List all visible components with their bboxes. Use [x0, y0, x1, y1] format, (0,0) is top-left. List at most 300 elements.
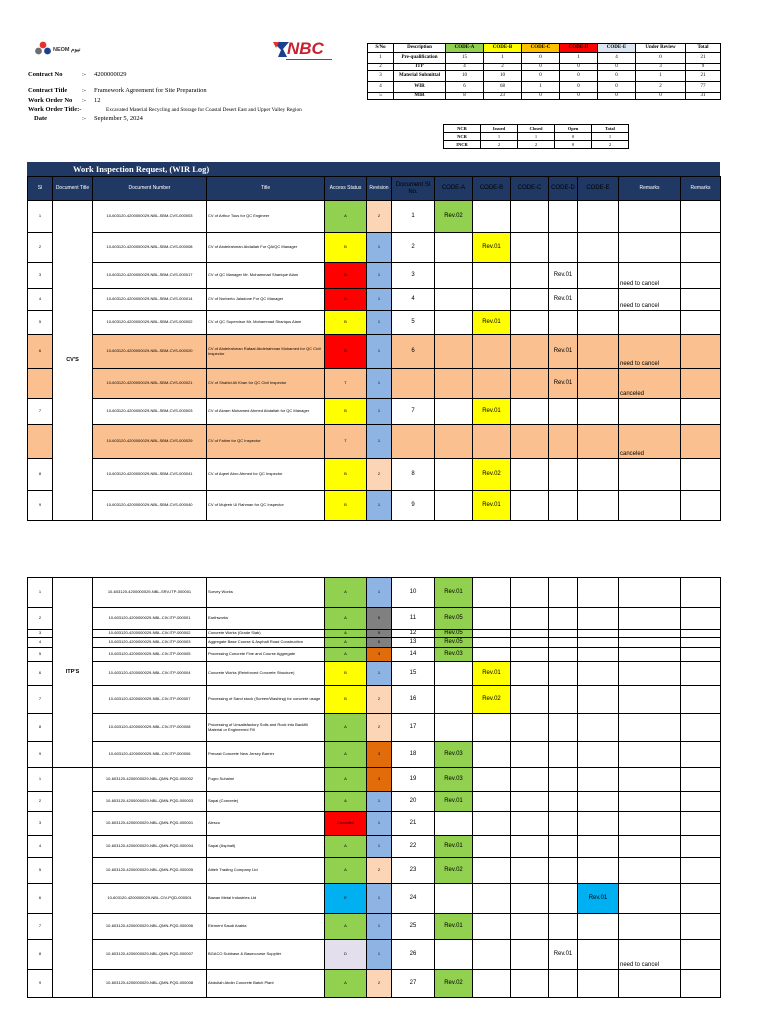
table-row: [28, 311, 721, 335]
row-access-status: D: [325, 263, 367, 289]
row-remarks-2: [681, 491, 721, 521]
row-doc-number: 10-603120-4200000029-NBL-CIV-ITP-000002: [93, 630, 207, 638]
row-code-b: Rev.02: [473, 459, 511, 491]
row-code-e: [578, 686, 619, 714]
nbc-logo-text: NBC: [287, 39, 324, 58]
row-doc-number: 10-603120-4200000029-NBL-CIV-ITP-000008: [93, 714, 207, 742]
log-header-access-status: Access Status: [325, 177, 367, 201]
summary-table: [367, 43, 721, 100]
ncr-cell: INCR: [444, 141, 481, 149]
row-revision: 5: [367, 630, 392, 638]
ncr-cell: 1: [518, 133, 555, 141]
row-title: Element Saudi Arabia: [207, 914, 325, 940]
row-doc-sl-no: 2: [392, 233, 435, 263]
table-row: [28, 812, 721, 836]
row-doc-sl-no: 8: [392, 459, 435, 491]
row-remarks-2: [681, 289, 721, 311]
row-code-c: [511, 812, 549, 836]
row-code-b: [473, 858, 511, 884]
table-row: [28, 970, 721, 998]
summary-cell: 68: [484, 82, 522, 93]
row-title: Fugro Suhaimi: [207, 768, 325, 792]
row-remarks: [619, 311, 681, 335]
date-label: Date: [34, 115, 47, 122]
ncr-header: NCR: [444, 125, 481, 133]
row-code-e: [578, 742, 619, 768]
row-code-c: [511, 608, 549, 630]
row-code-c: [511, 263, 549, 289]
row-code-d: [549, 311, 578, 335]
row-revision: 1: [367, 311, 392, 335]
row-title: Alesco: [207, 812, 325, 836]
log-header-code-e: CODE-E: [578, 177, 619, 201]
summary-header: CODE-B: [484, 44, 522, 53]
row-sl: 2: [28, 608, 53, 630]
row-remarks-2: [681, 914, 721, 940]
neom-logo-text: NEOM نيوم: [53, 47, 81, 53]
row-title: Concrete Works (Grade Slab): [207, 630, 325, 638]
row-doc-number: 10-603120-4200000029-NBL-SBM-CVS-000014: [93, 289, 207, 311]
row-remarks: [619, 608, 681, 630]
summary-row: [368, 71, 721, 82]
row-remarks-2: [681, 884, 721, 914]
ncr-header: Total: [592, 125, 629, 133]
log-header-sl: Sl: [28, 177, 53, 201]
summary-cell: 10: [484, 71, 522, 82]
row-code-a: [435, 233, 473, 263]
summary-cell: 1: [636, 71, 686, 82]
summary-cell: 4: [446, 64, 484, 71]
table-row: [28, 335, 721, 369]
row-code-e: [578, 836, 619, 858]
row-doc-sl-no: 4: [392, 289, 435, 311]
ncr-cell: 0: [555, 133, 592, 141]
row-code-b: [473, 263, 511, 289]
log-header-doc-number: Document Number: [93, 177, 207, 201]
row-title: Precast Concrete New Jersey Barrier: [207, 742, 325, 768]
row-remarks-2: [681, 399, 721, 425]
row-sl: 4: [28, 289, 53, 311]
row-code-b: [473, 792, 511, 812]
row-remarks: need to cancel: [619, 335, 681, 369]
row-remarks: [619, 884, 681, 914]
row-doc-sl-no: 14: [392, 648, 435, 662]
ncr-cell: 1: [592, 133, 629, 141]
row-remarks: [619, 792, 681, 812]
row-code-c: [511, 714, 549, 742]
table-row: [28, 940, 721, 970]
row-remarks-2: [681, 836, 721, 858]
row-code-d: [549, 425, 578, 459]
group-label-itps: ITP'S: [53, 578, 93, 768]
log-header-revision: Revision: [367, 177, 392, 201]
row-code-e: [578, 630, 619, 638]
row-code-a: Rev.01: [435, 914, 473, 940]
row-doc-sl-no: 10: [392, 578, 435, 608]
table-row: [28, 399, 721, 425]
row-sl: 6: [28, 335, 53, 369]
summary-cell: 2: [636, 82, 686, 93]
row-title: BGACO Subbase & Basecourse Supplier: [207, 940, 325, 970]
row-doc-number: 10-603120-4200000029-NBL-CIV-ITP-000001: [93, 608, 207, 630]
row-doc-number: 10-603120-4200000029-NBL-CIV-ITP-000007: [93, 686, 207, 714]
table-row: [28, 714, 721, 742]
neom-logo: [34, 40, 84, 60]
row-remarks: [619, 686, 681, 714]
table-row: [28, 578, 721, 608]
row-code-a: Rev.03: [435, 742, 473, 768]
log-header-remarks-2: Remarks: [681, 177, 721, 201]
row-doc-number: 10-603120-4200000029-NBL-QMN-PQD-000006: [93, 914, 207, 940]
group-label-prequalification: [53, 768, 93, 998]
row-code-d: [549, 884, 578, 914]
row-sl: 1: [28, 201, 53, 233]
row-code-a: Rev.02: [435, 858, 473, 884]
summary-cell: 0: [522, 71, 560, 82]
row-code-a: [435, 369, 473, 399]
row-doc-number: 10-603120-4200000029-NBL-QMN-PQD-000005: [93, 858, 207, 884]
row-doc-number: 10-603120-4200000029-NBL-CIV-PQD-000001: [93, 884, 207, 914]
row-code-a: [435, 263, 473, 289]
row-code-b: [473, 201, 511, 233]
row-remarks-2: [681, 263, 721, 289]
row-code-b: Rev.01: [473, 233, 511, 263]
row-code-b: [473, 768, 511, 792]
row-code-e: [578, 233, 619, 263]
row-access-status: T: [325, 425, 367, 459]
row-code-b: [473, 638, 511, 648]
wir-log-title-bar: [27, 162, 720, 176]
work-order-title-label: Work Order Title:-: [28, 106, 82, 113]
summary-cell: 0: [636, 53, 686, 64]
summary-cell: 1: [522, 82, 560, 93]
row-revision: 1: [367, 289, 392, 311]
wir-log-table-continued: [27, 577, 721, 998]
row-doc-number: 10-603120-4200000029-NBL-SBM-CVS-000029: [93, 425, 207, 459]
row-remarks: canceled: [619, 425, 681, 459]
row-sl: 6: [28, 884, 53, 914]
row-doc-sl-no: 26: [392, 940, 435, 970]
row-code-d: [549, 686, 578, 714]
row-code-e: [578, 399, 619, 425]
row-revision: 1: [367, 812, 392, 836]
row-code-c: [511, 662, 549, 686]
summary-cell: 0: [598, 64, 636, 71]
summary-cell: 9: [686, 64, 721, 71]
row-code-c: [511, 491, 549, 521]
table-row: [28, 742, 721, 768]
row-code-c: [511, 914, 549, 940]
row-code-b: [473, 884, 511, 914]
row-doc-number: 10-603120-4200000029-NBL-CIV-ITP-000004: [93, 662, 207, 686]
row-code-d: [549, 914, 578, 940]
contract-title-label: Contract Title: [28, 87, 68, 94]
separator: :-: [82, 97, 86, 104]
summary-header: CODE-D: [560, 44, 598, 53]
row-doc-number: 10-603120-4200000029-NBL-SBM-CVS-000003: [93, 201, 207, 233]
row-code-e: [578, 648, 619, 662]
row-code-d: Rev.01: [549, 289, 578, 311]
row-remarks: [619, 578, 681, 608]
summary-cell: 4: [368, 82, 394, 93]
ncr-cell: 2: [518, 141, 555, 149]
row-doc-sl-no: 18: [392, 742, 435, 768]
row-title: Earthworks: [207, 608, 325, 630]
row-doc-number: 10-603120-4200000029-NBL-CIV-ITP-000005: [93, 648, 207, 662]
ncr-header: Open: [555, 125, 592, 133]
row-sl: 3: [28, 630, 53, 638]
row-remarks: [619, 858, 681, 884]
summary-cell: 0: [560, 64, 598, 71]
row-code-b: [473, 940, 511, 970]
row-revision: 2: [367, 714, 392, 742]
summary-cell: 0: [522, 53, 560, 64]
summary-cell: 6: [446, 82, 484, 93]
ncr-row: [444, 133, 629, 141]
row-remarks: [619, 768, 681, 792]
row-doc-sl-no: 21: [392, 812, 435, 836]
row-code-c: [511, 858, 549, 884]
row-code-c: [511, 638, 549, 648]
row-code-a: [435, 884, 473, 914]
row-code-d: [549, 858, 578, 884]
row-remarks: need to cancel: [619, 940, 681, 970]
row-code-b: [473, 289, 511, 311]
row-code-b: Rev.01: [473, 662, 511, 686]
row-code-b: Rev.01: [473, 311, 511, 335]
row-revision: 2: [367, 970, 392, 998]
contract-no-value: 4200000029: [94, 71, 127, 78]
row-remarks: [619, 836, 681, 858]
log-header-doc-sl-no: Document Sl No.: [392, 177, 435, 201]
row-code-c: [511, 686, 549, 714]
row-remarks-2: [681, 648, 721, 662]
summary-cell: Material Submittal: [394, 71, 446, 82]
row-sl: 7: [28, 399, 53, 425]
summary-cell: 1: [368, 53, 394, 64]
row-access-status: E: [325, 884, 367, 914]
row-doc-sl-no: 17: [392, 714, 435, 742]
row-sl: 7: [28, 686, 53, 714]
row-remarks: [619, 812, 681, 836]
row-remarks-2: [681, 858, 721, 884]
row-code-e: [578, 940, 619, 970]
row-code-b: [473, 369, 511, 399]
wir-log-title: Work Inspection Request, (WIR Log): [73, 164, 210, 174]
row-code-b: [473, 812, 511, 836]
row-code-c: [511, 311, 549, 335]
summary-row: [368, 82, 721, 93]
summary-cell: Pre-qualification: [394, 53, 446, 64]
row-doc-number: 10-603120-4200000029-NBL-QMN-PQD-000007: [93, 940, 207, 970]
row-title: CV of Fahim for QC Inspector: [207, 425, 325, 459]
row-code-a: [435, 311, 473, 335]
row-remarks-2: [681, 812, 721, 836]
row-code-e: Rev.01: [578, 884, 619, 914]
row-remarks: [619, 638, 681, 648]
row-code-d: [549, 459, 578, 491]
row-revision: 2: [367, 686, 392, 714]
row-code-a: Rev.02: [435, 201, 473, 233]
row-revision: 2: [367, 459, 392, 491]
row-doc-number: 10-603120-4200000029-NBL-SBM-CVS-000008: [93, 233, 207, 263]
summary-cell: 10: [446, 71, 484, 82]
table-row: [28, 836, 721, 858]
work-order-title-value: Excavated Material Recycling and Storage for Coastal Desert East and Upper Valley Region: [106, 107, 302, 113]
row-access-status: A: [325, 648, 367, 662]
row-code-d: [549, 491, 578, 521]
row-code-e: [578, 792, 619, 812]
row-title: CV of Akram Mohamed Ahmed Abdallah for QC Manager: [207, 399, 325, 425]
row-code-a: Rev.05: [435, 608, 473, 630]
row-code-a: [435, 425, 473, 459]
row-access-status: B: [325, 459, 367, 491]
summary-header: CODE-A: [446, 44, 484, 53]
row-code-a: Rev.05: [435, 638, 473, 648]
table-row: [28, 201, 721, 233]
summary-cell: 0: [522, 93, 560, 100]
summary-cell: 8: [446, 93, 484, 100]
row-remarks-2: [681, 940, 721, 970]
ncr-row: [444, 141, 629, 149]
row-code-d: [549, 201, 578, 233]
row-title: CV of Arthur Tous for QC Engineer: [207, 201, 325, 233]
row-remarks: [619, 233, 681, 263]
row-remarks-2: [681, 311, 721, 335]
row-remarks-2: [681, 638, 721, 648]
row-remarks-2: [681, 714, 721, 742]
row-revision: 1: [367, 884, 392, 914]
ncr-cell: 2: [592, 141, 629, 149]
row-code-b: [473, 578, 511, 608]
row-remarks: [619, 630, 681, 638]
ncr-table: [443, 124, 629, 149]
row-title: CV of Shahid Ali Khan for QC Civil Inspector: [207, 369, 325, 399]
row-doc-sl-no: [392, 425, 435, 459]
row-doc-sl-no: 7: [392, 399, 435, 425]
table-row: [28, 884, 721, 914]
row-code-c: [511, 233, 549, 263]
row-doc-number: 10-603120-4200000029-NBL-CIV-ITP-000006: [93, 742, 207, 768]
row-title: Processing of Sand stock (Screen/Washing) for concrete usage: [207, 686, 325, 714]
log-header-code-b: CODE-B: [473, 177, 511, 201]
row-sl: 9: [28, 970, 53, 998]
row-code-e: [578, 425, 619, 459]
row-sl: 1: [28, 768, 53, 792]
summary-cell: 1: [484, 53, 522, 64]
row-code-d: Rev.01: [549, 940, 578, 970]
row-sl: 3: [28, 812, 53, 836]
row-access-status: T: [325, 369, 367, 399]
contract-no-label: Contract No: [28, 71, 63, 78]
row-access-status: A: [325, 768, 367, 792]
row-doc-sl-no: 11: [392, 608, 435, 630]
row-code-b: [473, 335, 511, 369]
row-code-c: [511, 459, 549, 491]
summary-cell: 0: [598, 71, 636, 82]
row-doc-sl-no: 25: [392, 914, 435, 940]
row-code-d: [549, 638, 578, 648]
row-code-e: [578, 638, 619, 648]
row-access-status: B: [325, 686, 367, 714]
row-code-e: [578, 858, 619, 884]
row-access-status: B: [325, 311, 367, 335]
row-access-status: A: [325, 578, 367, 608]
row-code-d: [549, 662, 578, 686]
summary-cell: ITP: [394, 64, 446, 71]
summary-cell: 0: [522, 64, 560, 71]
table-row: [28, 233, 721, 263]
row-access-status: A: [325, 836, 367, 858]
row-title: CV of Mujeeb Ul Rahman for QC Inspector: [207, 491, 325, 521]
row-title: Sapai (Asphalt): [207, 836, 325, 858]
row-code-e: [578, 768, 619, 792]
summary-cell: 5: [368, 93, 394, 100]
row-code-c: [511, 201, 549, 233]
row-code-d: [549, 836, 578, 858]
table-row: [28, 858, 721, 884]
row-title: Processing Concrete Fine and Course Aggregate: [207, 648, 325, 662]
row-revision: 1: [367, 914, 392, 940]
table-row: [28, 914, 721, 940]
row-title: Processing of Unsatisfactory Soils and Rock into Backfill Material or Engineered Fill: [207, 714, 325, 742]
row-remarks: [619, 662, 681, 686]
row-code-a: Rev.01: [435, 792, 473, 812]
row-code-e: [578, 812, 619, 836]
summary-cell: WIR: [394, 82, 446, 93]
row-remarks: [619, 399, 681, 425]
row-revision: 3: [367, 768, 392, 792]
row-code-e: [578, 311, 619, 335]
group-label-cvs: CV'S: [53, 201, 93, 521]
summary-header: CODE-E: [598, 44, 636, 53]
row-sl: 8: [28, 940, 53, 970]
row-code-a: [435, 289, 473, 311]
row-remarks: canceled: [619, 369, 681, 399]
row-revision: 5: [367, 638, 392, 648]
row-code-e: [578, 608, 619, 630]
ncr-cell: 2: [481, 141, 518, 149]
row-code-c: [511, 792, 549, 812]
row-remarks: [619, 914, 681, 940]
row-code-d: [549, 742, 578, 768]
row-code-e: [578, 970, 619, 998]
row-code-b: Rev.01: [473, 399, 511, 425]
row-title: Attieh Trading Company Ltd: [207, 858, 325, 884]
row-doc-sl-no: 9: [392, 491, 435, 521]
row-code-b: [473, 914, 511, 940]
row-code-b: Rev.01: [473, 491, 511, 521]
row-revision: 5: [367, 608, 392, 630]
row-access-status: D: [325, 940, 367, 970]
row-sl: 9: [28, 742, 53, 768]
row-access-status: A: [325, 714, 367, 742]
row-code-a: Rev.01: [435, 836, 473, 858]
summary-header: Total: [686, 44, 721, 53]
row-code-b: [473, 608, 511, 630]
row-sl: 3: [28, 263, 53, 289]
row-access-status: D: [325, 289, 367, 311]
row-doc-sl-no: 27: [392, 970, 435, 998]
summary-cell: 31: [686, 93, 721, 100]
row-doc-number: 10-603120-4200000029-NBL-QMN-PQD-000001: [93, 812, 207, 836]
row-sl: [28, 425, 53, 459]
row-remarks-2: [681, 425, 721, 459]
row-sl: [28, 369, 53, 399]
row-access-status: A: [325, 858, 367, 884]
work-order-no-label: Work Order No: [28, 97, 73, 104]
row-doc-number: 10-603120-4200000029-NBL-SRV-ITP-000001: [93, 578, 207, 608]
